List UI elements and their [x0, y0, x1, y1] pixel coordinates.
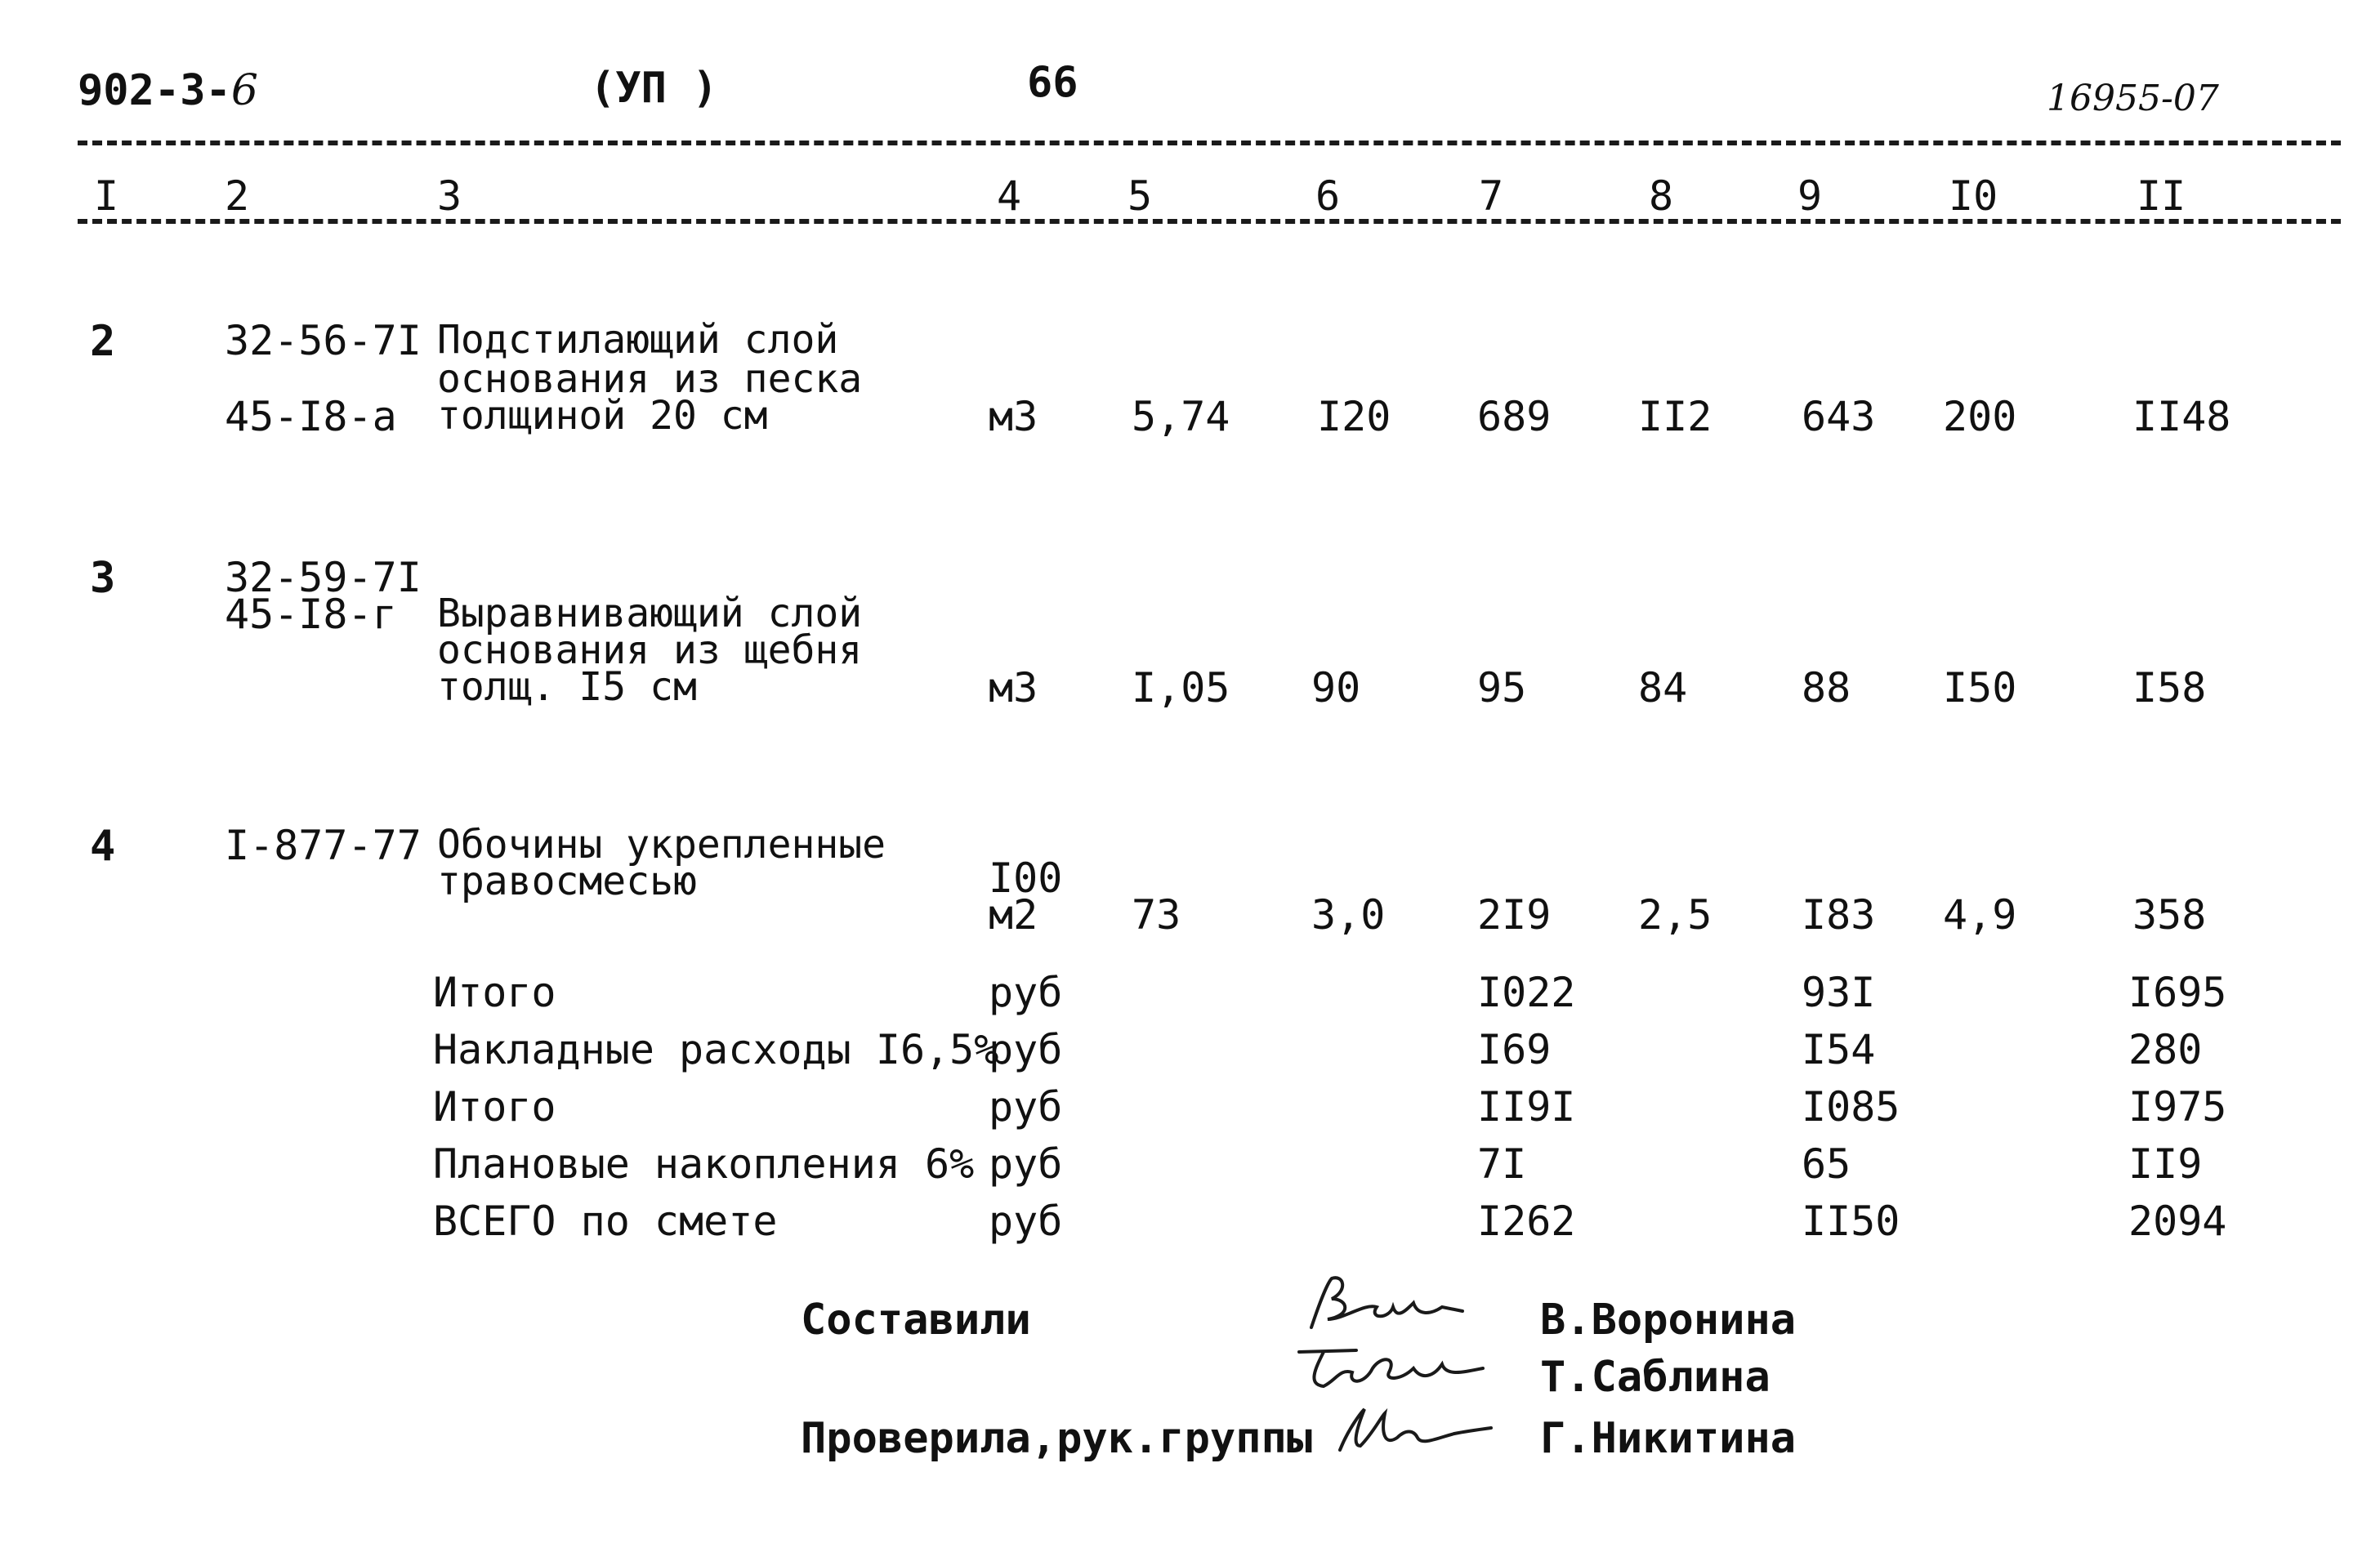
- document-code: 902-3-6: [78, 66, 258, 115]
- column-header: 7: [1479, 172, 1504, 220]
- total-unit: руб: [989, 1083, 1063, 1131]
- archive-number: 16955-07: [2047, 78, 2219, 119]
- unit: м2: [989, 891, 1038, 939]
- total-unit: руб: [989, 1198, 1063, 1245]
- norm-code: 32-56-7I: [225, 317, 422, 364]
- work-description-line: толщ. I5 см: [437, 664, 697, 710]
- value-col5: 73: [1132, 891, 1181, 939]
- total-col11: II9: [2128, 1140, 2203, 1188]
- value-col7: 95: [1477, 664, 1527, 712]
- total-col11: 280: [2128, 1026, 2203, 1073]
- total-col9: I54: [1802, 1026, 1876, 1073]
- norm-code: 32-59-7I: [225, 554, 422, 601]
- total-col7: I69: [1477, 1026, 1552, 1073]
- value-col10: 200: [1943, 393, 2017, 440]
- row-number: 4: [90, 822, 116, 871]
- work-description-line: Подстилающий слой: [437, 317, 839, 363]
- row-number: 3: [90, 554, 116, 603]
- section-number: (УП ): [590, 64, 718, 113]
- value-col6: 3,0: [1311, 891, 1386, 939]
- work-description-line: основания из песка: [437, 356, 863, 402]
- total-unit: руб: [989, 1140, 1063, 1188]
- unit: I00: [989, 854, 1063, 902]
- value-col11: I58: [2132, 664, 2207, 712]
- compiled-by-label: Составили: [801, 1296, 1031, 1345]
- work-description-line: травосмесью: [437, 859, 697, 904]
- checked-by-label: Проверила,рук.группы: [801, 1414, 1313, 1463]
- total-col7: 7I: [1477, 1140, 1527, 1188]
- value-col5: I,05: [1132, 664, 1230, 712]
- row-number: 2: [90, 317, 116, 366]
- total-col9: 93I: [1802, 969, 1876, 1016]
- total-col7: I262: [1477, 1198, 1576, 1245]
- signature-voronina: [1299, 1270, 1495, 1344]
- column-header: 2: [225, 172, 250, 220]
- signature-nikitina: [1324, 1397, 1503, 1462]
- total-col7: I022: [1477, 969, 1576, 1016]
- value-col10: I50: [1943, 664, 2017, 712]
- page-number: 66: [1027, 58, 1078, 107]
- total-col11: 2094: [2128, 1198, 2227, 1245]
- checker-name: Г.Никитина: [1540, 1414, 1797, 1463]
- column-header: 3: [437, 172, 462, 220]
- total-col9: II50: [1802, 1198, 1900, 1245]
- value-col7: 689: [1477, 393, 1552, 440]
- value-col9: 88: [1802, 664, 1851, 712]
- total-col9: I085: [1802, 1083, 1900, 1131]
- column-header: 9: [1797, 172, 1823, 220]
- total-unit: руб: [989, 1026, 1063, 1073]
- column-header: I: [94, 172, 119, 220]
- total-label: Итого: [433, 1083, 556, 1131]
- value-col7: 2I9: [1477, 891, 1552, 939]
- unit: м3: [989, 393, 1038, 440]
- total-col7: II9I: [1477, 1083, 1576, 1131]
- value-col8: 2,5: [1638, 891, 1712, 939]
- compiler-name: В.Воронина: [1540, 1296, 1797, 1345]
- norm-code: 45-I8-г: [225, 591, 397, 638]
- unit: м3: [989, 664, 1038, 712]
- work-description-line: Выравнивающий слой: [437, 591, 863, 636]
- value-col6: I20: [1317, 393, 1391, 440]
- total-col9: 65: [1802, 1140, 1851, 1188]
- total-col11: I695: [2128, 969, 2227, 1016]
- total-label: Плановые накопления 6%: [433, 1140, 975, 1188]
- compiler-name: Т.Саблина: [1540, 1353, 1770, 1402]
- value-col11: 358: [2132, 891, 2207, 939]
- work-description-line: основания из щебня: [437, 627, 863, 673]
- signature-sablina: [1291, 1336, 1503, 1401]
- column-header: 4: [997, 172, 1022, 220]
- column-header: II: [2137, 172, 2186, 220]
- column-header: 6: [1315, 172, 1341, 220]
- norm-code: 45-I8-а: [225, 393, 397, 440]
- total-label: Накладные расходы I6,5%: [433, 1026, 999, 1073]
- value-col11: II48: [2132, 393, 2231, 440]
- value-col9: 643: [1802, 393, 1876, 440]
- work-description-line: толщиной 20 см: [437, 393, 768, 439]
- value-col8: II2: [1638, 393, 1712, 440]
- value-col9: I83: [1802, 891, 1876, 939]
- value-col8: 84: [1638, 664, 1688, 712]
- header-bottom-rule: [78, 219, 2341, 224]
- header-top-rule: [78, 141, 2341, 145]
- total-label: Итого: [433, 969, 556, 1016]
- work-description-line: Обочины укрепленные: [437, 822, 886, 868]
- document-code-handwritten: 6: [230, 66, 258, 115]
- value-col6: 90: [1311, 664, 1361, 712]
- total-unit: руб: [989, 969, 1063, 1016]
- norm-code: I-877-77: [225, 822, 422, 869]
- column-header: 5: [1127, 172, 1153, 220]
- column-header: 8: [1649, 172, 1674, 220]
- total-col11: I975: [2128, 1083, 2227, 1131]
- column-header: I0: [1949, 172, 1998, 220]
- total-label: ВСЕГО по смете: [433, 1198, 778, 1245]
- value-col5: 5,74: [1132, 393, 1230, 440]
- value-col10: 4,9: [1943, 891, 2017, 939]
